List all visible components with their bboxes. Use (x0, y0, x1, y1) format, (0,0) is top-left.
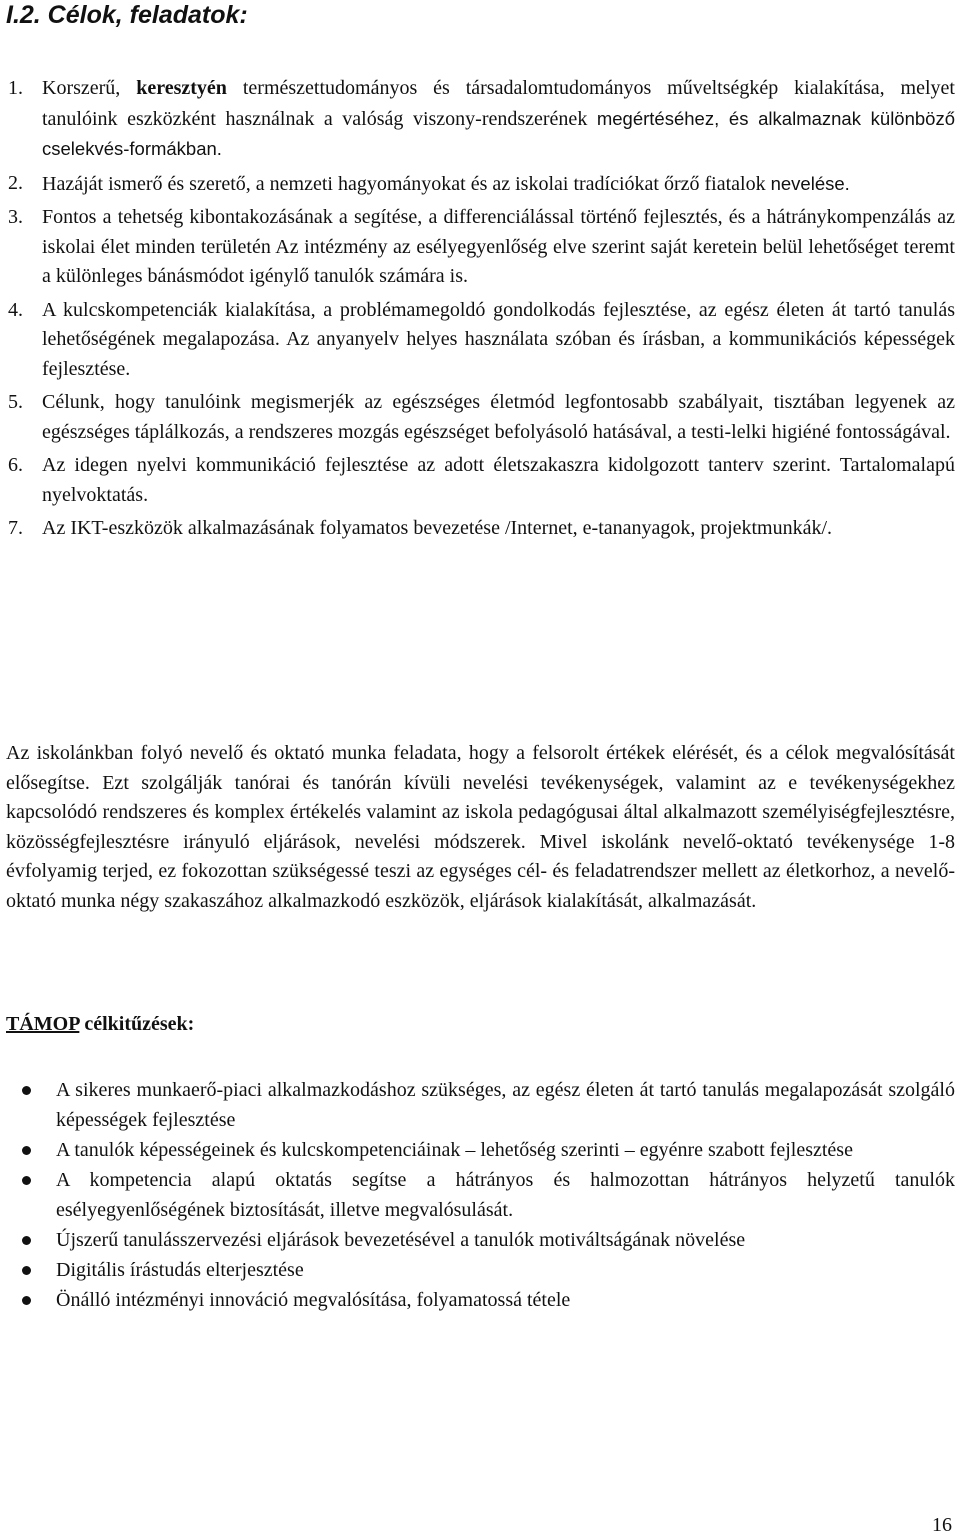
goal-text: nevelése. (770, 172, 850, 194)
bullet-icon (22, 1086, 31, 1095)
goal-number: 2. (8, 171, 23, 194)
bullet-icon (22, 1176, 31, 1185)
goal-item (8, 169, 955, 200)
goal-text: A kulcskompetenciák kialakítása, a problémamegoldó gondolkodás fejlesztése, az egész életen át tartó tanulás lehetőségének megalapozása. Az anyanyelv helyes használata szóban és írásban, a kommunikációs képességek fejlesztése. (42, 298, 955, 380)
goal-item (8, 74, 955, 165)
goal-text: természettudományos és társadalomtudományos műveltségkép kialakítása, melyet tanulóink eszközként használnak a valóság viszony-rendszerének (42, 77, 955, 130)
page-number: 16 (932, 1514, 952, 1536)
tamop-item-text: A tanulók képességeinek és kulcskompetenciáinak – lehetőség szerinti – egyénre szabott fejlesztése (56, 1139, 853, 1161)
body-paragraph: Az iskolánkban folyó nevelő és oktató munka feladata, hogy a felsorolt értékek elérését, és a célok megvalósítását elősegítse. Ezt szolgálják tanórai és tanórán kívüli nevelési tevékenységek, valamint az e tevékenységekhez kapcsolódó rendszeres és komplex értékelés valamint az iskola pedagógusai által alkalmazott személyiségfejlesztésre, közösségfejlesztésre irányuló eljárások, nevelési módszerek. Mivel iskolánk nevelő-oktató tevékenysége 1-8 évfolyamig terjed, ez fokozottan szükségessé teszi az egységes cél- és feladatrendszer mellett az életkorhoz, a nevelő-oktató munka négy szakaszához alkalmazkodó eszközök, eljárások kialakítását, alkalmazását. (6, 742, 955, 912)
tamop-item-text: Önálló intézményi innováció megvalósítása, folyamatossá tétele (56, 1289, 571, 1311)
goal-emphasis: keresztyén (136, 77, 227, 99)
goal-item (8, 203, 955, 292)
tamop-item-text: Digitális írástudás elterjesztése (56, 1259, 304, 1281)
bullet-icon (22, 1296, 31, 1305)
goal-number: 1. (8, 77, 23, 99)
bullet-icon (22, 1236, 31, 1245)
tamop-list (20, 1075, 955, 1315)
goal-text: Fontos a tehetség kibontakozásának a segítése, a differenciálással történő fejlesztés, és a hátránykompenzálás az iskolai élet minden területén Az intézmény az esélyegyenlőség elve szerint saját keretein belül lehetőséget teremt a különleges bánásmódot igénylő tanulók számára is. (42, 206, 955, 287)
goal-text: Hazáját ismerő és szerető, a nemzeti hagyományokat és az iskolai tradíciókat őrző fiatalok (42, 172, 771, 195)
tamop-label: TÁMOP (6, 1013, 80, 1035)
bullet-icon (22, 1146, 31, 1155)
goal-item (8, 296, 955, 385)
tamop-item (20, 1135, 955, 1165)
tamop-heading (6, 1010, 194, 1039)
section-heading: I.2. Célok, feladatok: (6, 1, 248, 29)
tamop-item-text: Újszerű tanulásszervezési eljárások bevezetésével a tanulók motiváltságának növelése (56, 1229, 746, 1251)
tamop-item-text: A kompetencia alapú oktatás segítse a hátrányos és halmozottan hátrányos helyzetű tanulók esélyegyenlőségének biztosítását, illetve megvalósulását. (56, 1169, 955, 1221)
goal-number: 5. (8, 391, 23, 413)
goal-text: Célunk, hogy tanulóink megismerjék az egészséges életmód legfontosabb szabályait, tisztában legyenek az egészséges táplálkozás, a rendszeres mozgás egészséget befolyásoló hatásával, a testi-lelki higiéné fontosságával. (42, 391, 955, 443)
goal-text: Az idegen nyelvi kommunikáció fejlesztése az adott életszakaszra kidolgozott tanterv szerint. Tartalomalapú nyelvoktatás. (42, 454, 955, 506)
tamop-item (20, 1255, 955, 1285)
goals-list (8, 74, 955, 548)
goal-item (8, 514, 955, 544)
bullet-icon (22, 1266, 31, 1275)
tamop-item (20, 1075, 955, 1135)
goal-number: 6. (8, 454, 23, 476)
goal-item (8, 388, 955, 447)
goal-number: 7. (8, 517, 23, 539)
tamop-item-text: A sikeres munkaerő-piaci alkalmazkodáshoz szükséges, az egész életen át tartó tanulás megalapozását szolgáló képességek fejlesztése (56, 1079, 955, 1131)
goal-text: Korszerű, (42, 77, 137, 99)
goal-number: 3. (8, 206, 23, 228)
tamop-item (20, 1285, 955, 1315)
goal-text: megértéséhez, és alkalmaznak különböző cselekvés-formákban. (42, 107, 955, 159)
tamop-item (20, 1225, 955, 1255)
goal-item (8, 451, 955, 510)
tamop-item (20, 1165, 955, 1225)
goal-number: 4. (8, 298, 23, 321)
goal-text: Az IKT-eszközök alkalmazásának folyamatos bevezetése /Internet, e-tananyagok, projektmunkák/. (42, 517, 833, 539)
tamop-heading-rest: célkitűzések: (79, 1013, 195, 1035)
